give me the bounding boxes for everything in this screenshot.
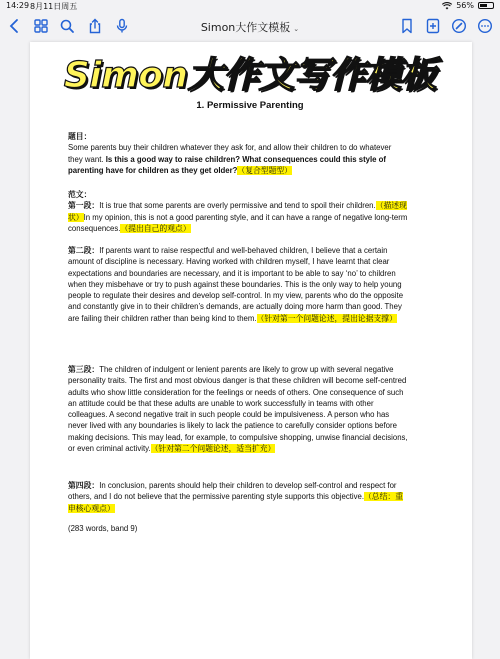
share-icon bbox=[87, 18, 103, 34]
question-bold-text: Is this a good way to raise children? What consequences could this style of parenting have for children as they get older? bbox=[68, 154, 387, 175]
grid-button[interactable] bbox=[32, 17, 50, 35]
battery-icon bbox=[478, 2, 494, 9]
sample-label: 范文： bbox=[68, 190, 92, 199]
essay-block bbox=[68, 189, 408, 234]
paragraph-4 bbox=[68, 480, 408, 514]
wifi-icon bbox=[442, 2, 452, 10]
battery-fill bbox=[480, 4, 487, 7]
bookmark-button[interactable] bbox=[398, 17, 416, 35]
paragraph-3-label: 第三段： bbox=[68, 365, 100, 374]
question-note: （复合型题型） bbox=[237, 165, 292, 175]
paragraph-2-text: If parents want to raise respectful and well-behaved children, I believe that a certain amount of discipline is necessary. Having worked with children myself, I have learnt that clear expectations and boundaries are necessary, and it is important to be able to say ‘no’ to children when they misbehave or try to push against these boundaries. This is the only way to help young people to regulate their desires and develop self-control. In my view, parents who do the opposite and constantly give in to their children’s demands, are actually doing more harm than good. They are failing their children rather than being kind to them. bbox=[68, 246, 404, 323]
back-icon bbox=[7, 18, 23, 34]
word-count: (283 words, band 9) bbox=[68, 524, 138, 533]
mic-button[interactable] bbox=[113, 17, 131, 35]
document-title-text: Simon大作文模板 bbox=[200, 21, 291, 34]
grid-icon bbox=[33, 18, 49, 34]
paragraph-3 bbox=[68, 364, 408, 454]
document-title[interactable] bbox=[170, 19, 330, 35]
edit-icon bbox=[451, 18, 467, 34]
paragraph-4-note: （总结：重申核心观点） bbox=[68, 492, 403, 513]
paragraph-1-label: 第一段： bbox=[68, 201, 100, 211]
share-button[interactable] bbox=[86, 17, 104, 35]
more-icon bbox=[477, 18, 493, 34]
paragraph-1-text-1: It is true that some parents are overly permissive and tend to spoil their children. bbox=[99, 201, 376, 211]
search-button[interactable] bbox=[58, 17, 76, 35]
paragraph-2-label: 第二段： bbox=[68, 246, 100, 255]
status-date: 8月11日周五 bbox=[30, 2, 78, 11]
question-label: 题目： bbox=[68, 132, 92, 141]
essay-heading: 1. Permissive Parenting bbox=[196, 100, 304, 111]
banner-title: Simon大作文写作模板 bbox=[63, 55, 437, 96]
question-block bbox=[68, 131, 408, 176]
toolbar bbox=[0, 12, 500, 40]
more-button[interactable] bbox=[476, 17, 494, 35]
battery-percent: 56% bbox=[456, 1, 474, 10]
paragraph-3-text: The children of indulgent or lenient parents are likely to grow up with several negative personality traits. The first and most obvious danger is that these children will become self-centred adults who show little consideration for the feelings or needs of others. One consequence of such an attitude could be that these adults are unable to work successfully in teams with other colleagues. A second negative trait in such people could be impulsiveness. A person who has never lived with any boundaries is likely to lack the patience to carefully consider options before making decisions. This may lead, for example, to compulsive shopping, unwise financial decisions, or even criminal activity. bbox=[68, 365, 408, 454]
paragraph-3-note: （针对第二个问题论述，适当扩充） bbox=[150, 444, 276, 454]
add-page-button[interactable] bbox=[424, 17, 442, 35]
edit-button[interactable] bbox=[450, 17, 468, 35]
paragraph-1-note-1: （描述现状） bbox=[68, 201, 407, 222]
paragraph-1 bbox=[68, 200, 408, 234]
search-icon bbox=[59, 18, 75, 34]
status-right bbox=[442, 1, 494, 10]
paragraph-4-label: 第四段： bbox=[68, 481, 100, 490]
paragraph-4-text: In conclusion, parents should help their children to develop self-control and respect for others, and I do not believe that the permissive parenting style supports this objective. bbox=[68, 481, 397, 502]
paragraph-1-text-2: In my opinion, this is not a good parenting style, and it can have a range of negative long-term consequences. bbox=[68, 212, 408, 233]
status-bar bbox=[0, 0, 500, 12]
mic-icon bbox=[114, 18, 130, 34]
back-button[interactable] bbox=[6, 17, 24, 35]
status-time: 14:29 bbox=[6, 1, 30, 10]
paragraph-2 bbox=[68, 245, 408, 324]
paragraph-1-note-2: （提出自己的观点） bbox=[120, 223, 191, 233]
paragraph-2-note: （针对第一个问题论述，提出论据支撑） bbox=[256, 313, 397, 323]
add-page-icon bbox=[425, 18, 441, 34]
question-text: Some parents buy their children whatever they ask for, and allow their children to do whatever they want. bbox=[68, 143, 392, 164]
chevron-down-icon: ⌄ bbox=[293, 25, 300, 33]
bookmark-icon bbox=[399, 18, 415, 34]
